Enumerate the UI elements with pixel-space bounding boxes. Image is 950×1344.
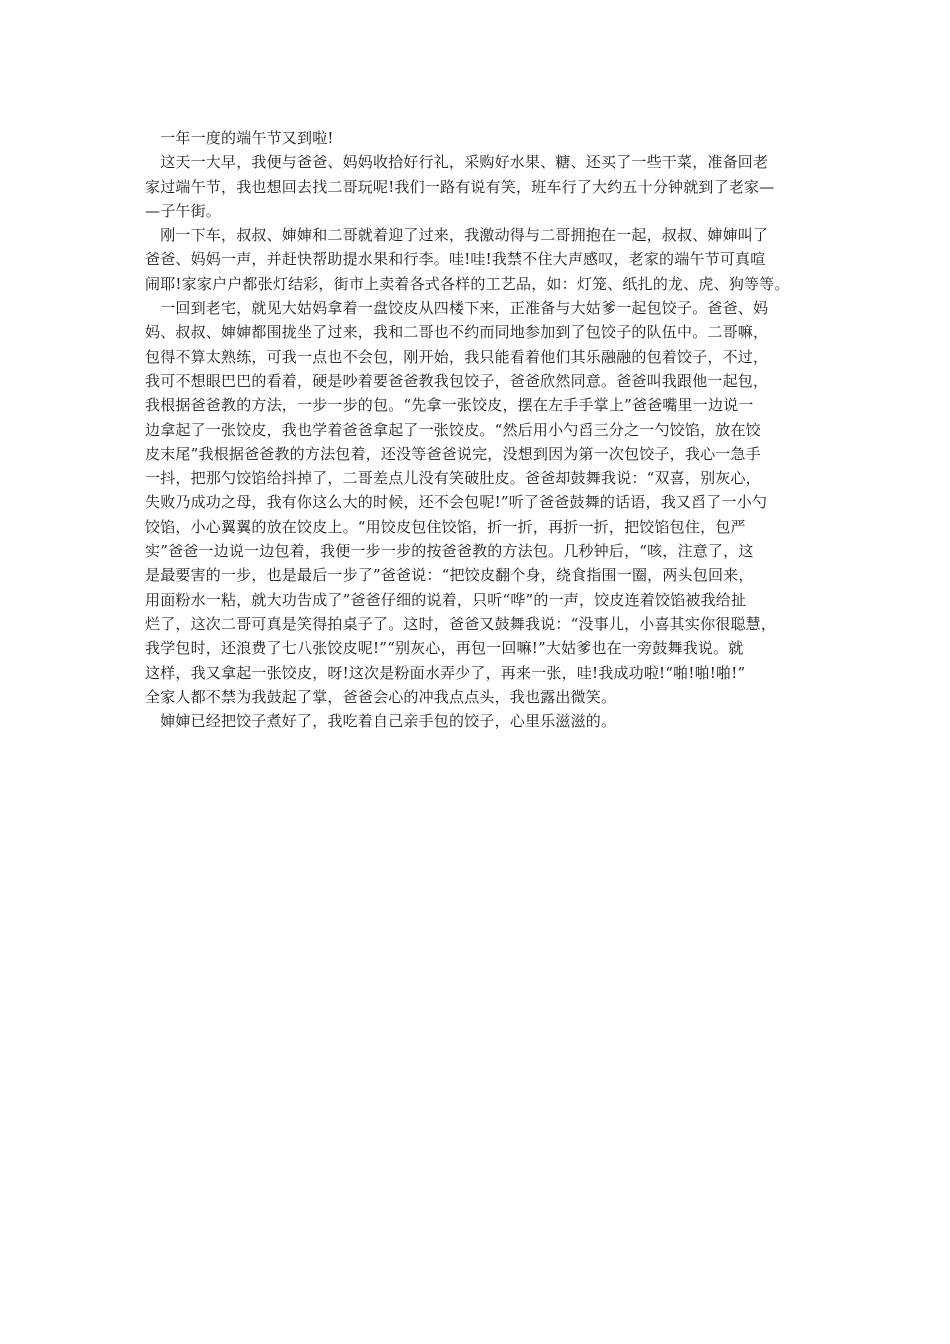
text-line: 是最要害的一步，也是最后一步了”爸爸说：“把饺皮翻个身，绕食指围一圈，两头包回来， <box>145 566 754 585</box>
text-line: 饺馅，小心翼翼的放在饺皮上。“用饺皮包住饺馅，折一折，再折一折，把饺馅包住，包严 <box>145 517 746 536</box>
text-line: 家过端午节，我也想回去找二哥玩呢!我们一路有说有笑，班车行了大约五十分钟就到了老家— <box>145 177 775 196</box>
text-line: 皮末尾”我根据爸爸教的方法包着，还没等爸爸说完，没想到因为第一次包饺子，我心一急手 <box>145 444 761 463</box>
text-line: 这样，我又拿起一张饺皮，呀!这次是粉面水弄少了，再来一张，哇!我成功啦!“啪!啪!啪!” <box>145 663 746 682</box>
text-line: 闹耶!家家户户都张灯结彩，街市上卖着各式各样的工艺品，如：灯笼、纸扎的龙、虎、狗等等。 <box>145 274 790 293</box>
text-line: 婶婶已经把饺子煮好了，我吃着自己亲手包的饺子，心里乐滋滋的。 <box>145 712 617 731</box>
text-line: 刚一下车，叔叔、婶婶和二哥就着迎了过来，我激动得与二哥拥抱在一起，叔叔、婶婶叫了 <box>145 226 769 245</box>
text-line: 包得不算太熟练，可我一点也不会包，刚开始，我只能看着他们其乐融融的包着饺子，不过， <box>145 347 769 366</box>
text-line: 一回到老宅，就见大姑妈拿着一盘饺皮从四楼下来，正准备与大姑爹一起包饺子。爸爸、妈 <box>145 299 769 318</box>
text-line: 实”爸爸一边说一边包着，我便一步一步的按爸爸教的方法包。几秒钟后，“咳，注意了，这 <box>145 542 754 561</box>
text-line: 我可不想眼巴巴的看着，硬是吵着要爸爸教我包饺子，爸爸欣然同意。爸爸叫我跟他一起包， <box>145 371 769 390</box>
text-line: 失败乃成功之母，我有你这么大的时候，还不会包呢!”听了爸爸鼓舞的话语，我又舀了一小勺 <box>145 493 768 512</box>
text-line: 这天一大早，我便与爸爸、妈妈收拾好行礼，采购好水果、糖、还买了一些干菜，准备回老 <box>145 153 769 172</box>
text-line: 一年一度的端午节又到啦! <box>145 129 334 147</box>
text-line: 一抖，把那勺饺馅给抖掉了，二哥差点儿没有笑破肚皮。爸爸却鼓舞我说：“双喜，别灰心， <box>145 469 761 488</box>
essay-text <box>145 126 825 733</box>
text-line: 烂了，这次二哥可真是笑得拍桌子了。这时，爸爸又鼓舞我说：“没事儿，小喜其实你很聪慧， <box>145 614 777 633</box>
text-line: 用面粉水一粘，就大功告成了”爸爸仔细的说着，只听“哗”的一声，饺皮连着饺馅被我给扯 <box>145 590 747 609</box>
text-line: 爸爸、妈妈一声，并赶快帮助提水果和行李。哇!哇!我禁不住大声感叹，老家的端午节可真喧 <box>145 250 766 269</box>
text-line: 边拿起了一张饺皮，我也学着爸爸拿起了一张饺皮。“然后用小勺舀三分之一勺饺馅，放在饺 <box>145 420 761 439</box>
text-line: 妈、叔叔、婶婶都围拢坐了过来，我和二哥也不约而同地参加到了包饺子的队伍中。二哥嘛， <box>145 323 769 342</box>
text-line: 我学包时，还浪费了七八张饺皮呢!”“别灰心，再包一回嘛!”大姑爹也在一旁鼓舞我说。就 <box>145 639 744 658</box>
text-line: 我根据爸爸教的方法，一步一步的包。“先拿一张饺皮，摆在左手手掌上”爸爸嘴里一边说一 <box>145 396 754 415</box>
text-line: 全家人都不禁为我鼓起了掌，爸爸会心的冲我点点头，我也露出微笑。 <box>145 687 617 706</box>
text-line: —子午街。 <box>145 201 222 220</box>
